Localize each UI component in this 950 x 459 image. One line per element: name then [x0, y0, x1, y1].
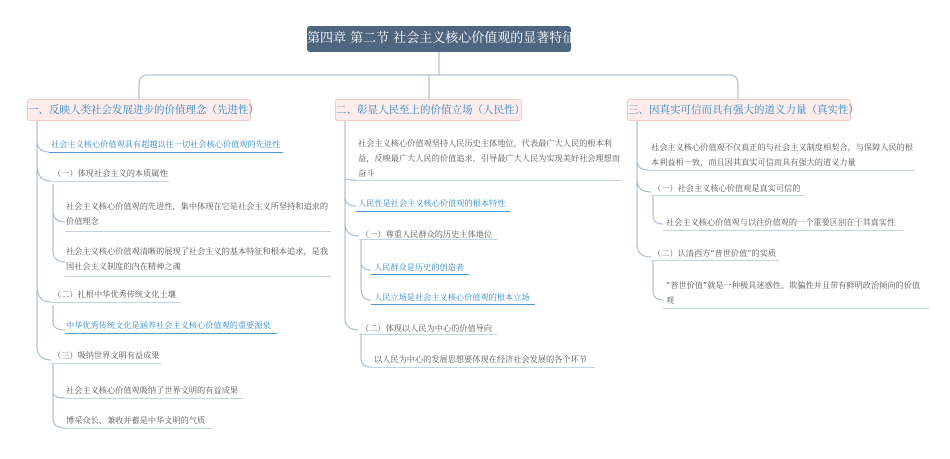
branch-2-group-2-title[interactable]: （二）体现以人民为中心的价值导向: [361, 323, 493, 333]
root-topic[interactable]: 第四章 第二节 社会主义核心价值观的显著特征: [307, 26, 571, 52]
branch-2-group-1-underline: [359, 239, 497, 240]
branch-3-group-1-underline: [651, 195, 805, 196]
branch-1-summary[interactable]: 社会主义核心价值观具有超越以往一切社会核心价值观的先进性: [51, 139, 281, 149]
branch-3-group-2-item-1-underline: [663, 308, 929, 309]
branch-3-group-2-title[interactable]: （二）认清西方“普世价值”的实质: [653, 248, 777, 258]
branch-1-group-1-item-1-underline: [65, 231, 331, 232]
branch-3-summary-underline: [649, 170, 915, 171]
branch-1-title[interactable]: 一、反映人类社会发展进步的价值理念（先进性）: [27, 99, 251, 121]
branch-1-summary-underline: [49, 152, 283, 153]
branch-3-group-2-underline: [651, 260, 779, 261]
branch-1-group-1-item-1[interactable]: 社会主义核心价值观的先进性，集中体现在它是社会主义所坚持和追求的价值理念: [66, 201, 329, 226]
branch-2-key-point[interactable]: 人民性是社会主义核心价值观的根本特性: [358, 198, 506, 208]
branch-3-title[interactable]: 三、因真实可信而具有强大的道义力量（真实性）: [627, 99, 851, 121]
branch-2-group-2-item-1[interactable]: 以人民为中心的发展思想要体现在经济社会发展的各个环节: [374, 354, 587, 364]
branch-2-summary[interactable]: 社会主义核心价值观坚持人民历史主体地位，代表最广大人民的根本利益，反映最广大人民的价值追求，引导最广大人民为实现美好社会理想而奋斗: [358, 138, 621, 178]
branch-2-group-1-item-2-underline: [371, 304, 535, 305]
branch-2-group-1-item-1-underline: [371, 274, 469, 275]
branch-1-group-3-title[interactable]: （三）吸纳世界文明有益成果: [53, 350, 160, 360]
branch-2-title[interactable]: 二、彰显人民至上的价值立场（人民性）: [335, 99, 522, 121]
branch-2-group-1-title[interactable]: （一）尊重人民群众的历史主体地位: [361, 229, 493, 239]
branch-1-group-1-title[interactable]: （一）体现社会主义的本质属性: [53, 168, 168, 178]
branch-3-group-2-item-1[interactable]: “普世价值”就是一种极具迷惑性、欺骗性并且带有鲜明政治倾向的价值观: [666, 280, 921, 305]
branch-2-group-2-underline: [359, 334, 497, 335]
branch-2-group-1-item-1[interactable]: 人民群众是历史的创造者: [374, 262, 465, 272]
branch-2-group-1-item-2[interactable]: 人民立场是社会主义核心价值观的根本立场: [374, 292, 530, 302]
branch-3-group-1-item-1[interactable]: 社会主义核心价值观与以往价值观的一个重要区别在于其真实性: [666, 217, 896, 227]
branch-1-group-3-item-2[interactable]: 博采众长、兼收并蓄是中华文明的气质: [66, 415, 206, 425]
branch-1-group-2-underline: [51, 302, 181, 303]
branch-2-summary-underline: [356, 180, 622, 181]
branch-2-key-point-underline: [356, 211, 510, 212]
branch-1-group-1-item-2-underline: [65, 276, 331, 277]
branch-1-group-3-underline: [51, 363, 161, 364]
branch-1-group-2-item-1[interactable]: 中华优秀传统文化是涵养社会主义核心价值观的重要源泉: [66, 320, 271, 330]
branch-1-group-3-item-1-underline: [65, 398, 243, 399]
branch-1-group-2-item-1-underline: [65, 333, 277, 334]
branch-1-group-1-underline: [51, 181, 169, 182]
branch-1-group-2-title[interactable]: （二）扎根中华优秀传统文化土壤: [53, 289, 176, 299]
branch-3-group-1-title[interactable]: （一）社会主义核心价值观是真实可信的: [653, 183, 801, 193]
branch-1-group-3-item-2-underline: [65, 428, 213, 429]
branch-2-group-2-item-1-underline: [371, 367, 595, 368]
branch-1-group-1-item-2[interactable]: 社会主义核心价值观清晰的展现了社会主义的基本特征和根本追求，是我国社会主义制度的内在精神之魂: [66, 246, 329, 271]
branch-1-group-3-item-1[interactable]: 社会主义核心价值观吸纳了世界文明的有益成果: [66, 385, 238, 395]
branch-3-group-1-item-1-underline: [663, 230, 903, 231]
branch-3-summary[interactable]: 社会主义核心价值观不仅真正的与社会主义制度相契合，与保障人民的根本利益相一致，而且因其真实可信而具有强大的道义力量: [651, 142, 914, 167]
